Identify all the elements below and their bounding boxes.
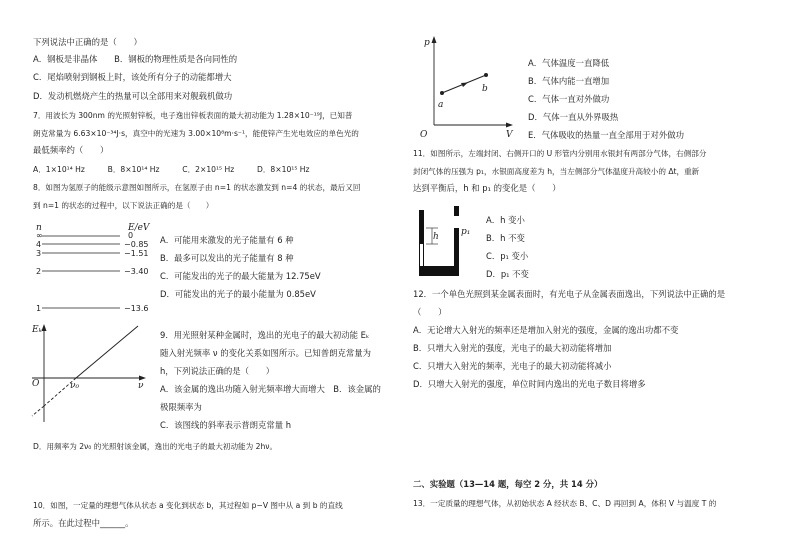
q6-option-c: C．尾焰喷射到钢板上时，该处所有分子的动能都增大 [33,72,232,82]
ek-y-arrow [42,324,47,331]
q11-line3: 达到平衡后，h 和 p₁ 的变化是（ ） [413,183,561,193]
q8-option-d: D．可能发出的光子的最小能量为 0.85eV [160,289,316,299]
q12-line1: 12．一个单色光照到某金属表面时，有光电子从金属表面逸出，下列说法中正确的是 [413,289,726,299]
q8-line1: 8．如图为氢原子的能级示意图如图所示，在氢原子由 n=1 的状态激发到 n=4 的状态，最后又回 [33,183,361,192]
utube-bottom-mercury [419,266,459,276]
q9-line6: C．该图线的斜率表示普朗克常量 h [160,420,292,430]
q9-line5: 极限频率为 [160,402,202,412]
level-n-4: 4 [36,240,42,249]
q12-option-c: C．只增大入射光的频率，光电子的最大初动能将减小 [413,361,612,371]
q10-option-b: B．气体内能一直增加 [528,76,610,86]
q9-line4: A．该金属的逸出功随入射光频率增大而增大 B．该金属的 [160,384,381,394]
level-n-1: 1 [36,304,42,313]
level-n-2: 2 [36,267,42,276]
e-axis-label: E/eV [128,223,150,233]
ek-v0-label: ν₀ [70,381,80,391]
q10-line1: 10．如图，一定量的理想气体从状态 a 变化到状态 b，其过程如 p−V 图中从 a 到 b 的直线 [33,501,343,510]
ek-bottom-dashed [32,406,44,416]
q10-option-c: C．气体一直对外做功 [528,94,610,104]
q7-options: A．1×10¹⁴ Hz B．8×10¹⁴ Hz C．2×10¹⁵ Hz D．8×10¹⁵ Hz [33,165,310,174]
q12-option-a: A．无论增大入射光的频率还是增加入射光的强度，金属的逸出功都不变 [413,325,679,335]
ek-x-arrow [139,376,146,381]
q8-option-a: A．可能用来激发的光子能量有 6 种 [160,235,294,245]
ek-origin-label: O [32,379,40,389]
q9-line2: 随入射光频率 ν 的变化关系如图所示。已知普朗克常量为 [160,348,372,358]
pv-direction-arrow [461,83,468,88]
q6-option-ab: A．钢板是非晶体 B．钢板的物理性质是各向同性的 [33,54,238,64]
q8-option-b: B．最多可以发出的光子能量有 8 种 [160,253,294,263]
n-axis-label: n [36,223,42,233]
level-e-4: −0.85 [124,240,149,249]
pv-point-b [484,73,488,77]
level-n-inf: ∞ [36,231,43,240]
q10-option-e: E．气体吸收的热量一直全部用于对外做功 [528,130,685,140]
q12-option-b: B．只增大入射光的强度，光电子的最大初动能将增加 [413,343,612,353]
level-e-inf: 0 [128,231,134,240]
ek-solid-line [76,326,138,378]
q9-option-d: D．用频率为 2ν₀ 的光照射该金属，逸出的光电子的最大初动能为 2hν。 [33,442,278,451]
q7-line3: 最低频率约（ ） [33,145,109,155]
ek-x-label: ν [138,381,144,391]
q6-option-d: D．发动机燃烧产生的热量可以全部用来对舰载机做功 [33,91,233,101]
q13-line1: 13．一定质量的理想气体，从初始状态 A 经状态 B、C、D 再回到 A，体积 V 与温度 T 的 [413,499,717,508]
q11-option-d: D．p₁ 不变 [486,269,529,279]
section-2-heading: 二、实验题（13—14 题，每空 2 分，共 14 分） [413,479,603,489]
level-e-1: −13.6 [124,304,149,313]
pv-origin-label: O [420,130,428,140]
utube-left-gas [420,244,423,266]
q8-option-c: C．可能发出的光子的最大能量为 12.75eV [160,271,321,281]
q9-line3: h，下列说法正确的是（ ） [160,366,275,376]
pv-b-label: b [482,84,488,94]
q12-line2: （ ） [413,307,447,317]
pv-x-arrow [506,123,513,128]
utube-p1-label: p₁ [461,227,471,237]
q7-line1: 7．用波长为 300nm 的光照射锌板，电子逸出锌板表面的最大初动能为 1.28×10⁻¹⁹J，已知普 [33,111,353,120]
pv-a-label: a [438,100,444,110]
q6-stem: 下列说法中正确的是（ ） [33,37,142,47]
q11-option-b: B．h 不变 [486,233,525,243]
q12-option-d: D．只增大入射光的强度，单位时间内逸出的光电子数目将增多 [413,379,646,389]
q11-option-a: A．h 变小 [486,215,525,225]
q10-option-a: A．气体温度一直降低 [528,58,610,68]
pv-point-a [440,91,444,95]
q9-line1: 9．用光照射某种金属时，逸出的光电子的最大初动能 Eₖ [160,330,370,340]
q11-option-c: C．p₁ 变小 [486,251,529,261]
pv-x-label: V [506,130,513,140]
utube-h-label: h [433,232,439,242]
q11-line1: 11．如图所示，左端封闭、右侧开口的 U 形管内分别用水银封有两部分气体，右侧部分 [413,149,707,158]
u-tube-diagram [412,204,472,284]
utube-right-mercury [454,228,459,276]
pv-y-label: p [424,38,430,48]
level-e-3: −1.51 [124,249,149,258]
q8-line2: 到 n=1 的状态的过程中，以下说法正确的是（ ） [33,201,214,210]
q10-option-d: D．气体一直从外界吸热 [528,112,619,122]
q11-line2: 封闭气体的压强为 p₁，水银面高度差为 h，当左侧部分气体温度升高较小的 Δt，重新 [413,167,700,176]
level-n-3: 3 [36,249,42,258]
q7-line2: 朗克常量为 6.63×10⁻³⁴J·s，真空中的光速为 3.00×10⁸m·s⁻¹，能使锌产生光电效应的单色光的 [33,129,359,138]
ek-y-label: Eₖ [32,325,42,335]
pv-graph [420,33,520,140]
pv-y-arrow [432,36,437,43]
utube-right-gas [455,216,458,228]
level-e-2: −3.40 [124,267,149,276]
q10-line2: 所示。在此过程中______。 [33,518,134,528]
utube-right-upper-mercury [454,206,459,216]
ek-frequency-graph [30,322,160,432]
